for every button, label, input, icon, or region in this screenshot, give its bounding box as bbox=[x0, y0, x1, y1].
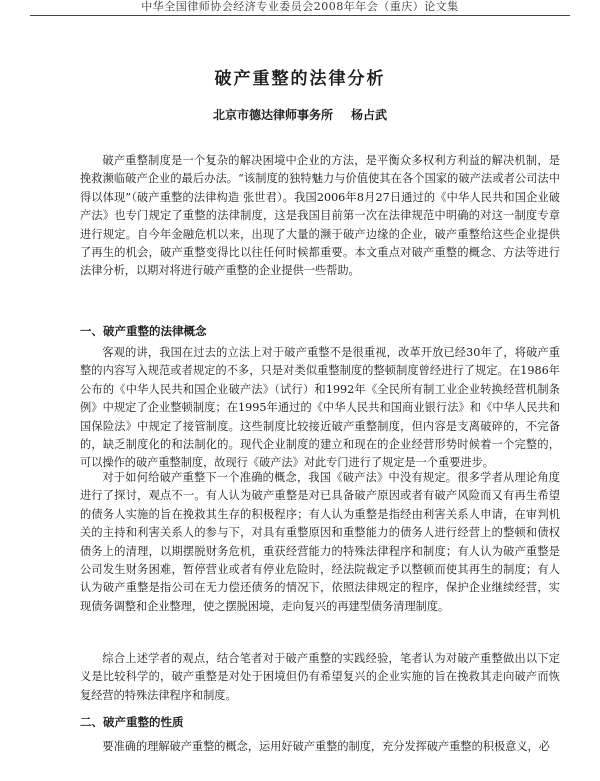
byline bbox=[0, 106, 600, 123]
running-header: 中华全国律师协会经济专业委员会2008年年会（重庆）论文集 bbox=[141, 0, 459, 13]
section-2-paragraph-1: 要准确的理解破产重整的概念，运用好破产重整的制度，充分发挥破产重整的积极意义，必 bbox=[102, 740, 550, 753]
author-name: 杨占武 bbox=[351, 108, 388, 122]
section-1-paragraph-2: 对于如何给破产重整下一个准确的概念，我国《破产法》中没有规定。很多学者从理论角度进行了探讨，观点不一。有人认为破产重整是对已具备破产原因或者有破产风险而又有再生希望的债务人实施的旨在挽救其生存的积极程序；有人认为重整是指经由利害关系人申请，在审判机关的主持和利害关系人的参与下，对具有重整原因和重整能力的债务人进行经营上的整顿和债权债务上的清理，以期摆脱财务危机，重获经营能力的特殊法律程序和制度；有人认为破产重整是公司发生财务困难，暂停营业或者有停业危险时，经法院裁定予以整顿而使其再生的制度；有人认为破产重整是指公司在无力偿还债务的情况下，依照法律规定的程序，保护企业继续经营，实现债务调整和企业整理，使之摆脱困境，走向复兴的再建型债务清理制度。 bbox=[80, 471, 560, 613]
section-1-paragraph-1: 客观的讲，我国在过去的立法上对于破产重整不是很重视，改革开放已经30年了，将破产重整的内容写入规范或者规定的不多，只是对类似重整制度的整顿制度曾经进行了规定。在1986年公布的《中华人民共和国企业破产法》（试行）和1992年《全民所有制工业企业转换经营机制条例》中规定了企业整顿制度；在1995年通过的《中华人民共和国商业银行法》和《中华人民共和国保险法》中规定了接管制度。这些制度比较接近破产重整制度，但内容是支离破碎的，不完备的，缺乏制度化的和法制化的。现代企业制度的建立和现在的企业经营形势时候着一个完整的，可以操作的破产重整制度，故现行《破产法》对此专门进行了规定是一个重要进步。 bbox=[80, 346, 560, 470]
paper-title: 破产重整的法律分析 bbox=[214, 69, 386, 89]
author-affiliation: 北京市德达律师事务所 bbox=[212, 108, 333, 122]
section-1-paragraph-3: 综合上述学者的观点，结合笔者对于破产重整的实践经验，笔者认为对破产重整做出以下定义是比较科学的，破产重整是对处于困境但仍有希望复兴的企业实施的旨在挽救其走向破产而恢复经营的特殊法律程序和制度。 bbox=[80, 652, 560, 702]
header-rule bbox=[30, 15, 570, 16]
intro-paragraph: 破产重整制度是一个复杂的解决困境中企业的方法，是平衡众多权利方利益的解决机制，是挽救濒临破产企业的最后办法。“该制度的独特魅力与价值使其在各个国家的破产法或者公司法中得以体现”（破产重整的法律构造 张世君）。我国2006年8月27日通过的《中华人民共和国企业破产法》也专门规定了重整的法律制度，这是我国目前第一次在法律规范中明确的对这一制度专章进行规定。自今年金融危机以来，出现了大量的濒于破产边缘的企业，破产重整给这些企业提供了再生的机会，破产重整变得比以往任何时候都重要。本文重点对破产重整的概念、方法等进行法律分析，以期对将进行破产重整的企业提供一些帮助。 bbox=[80, 154, 560, 278]
section-heading-1: 一、破产重整的法律概念 bbox=[80, 324, 207, 338]
section-heading-2: 二、破产重整的性质 bbox=[80, 715, 184, 729]
